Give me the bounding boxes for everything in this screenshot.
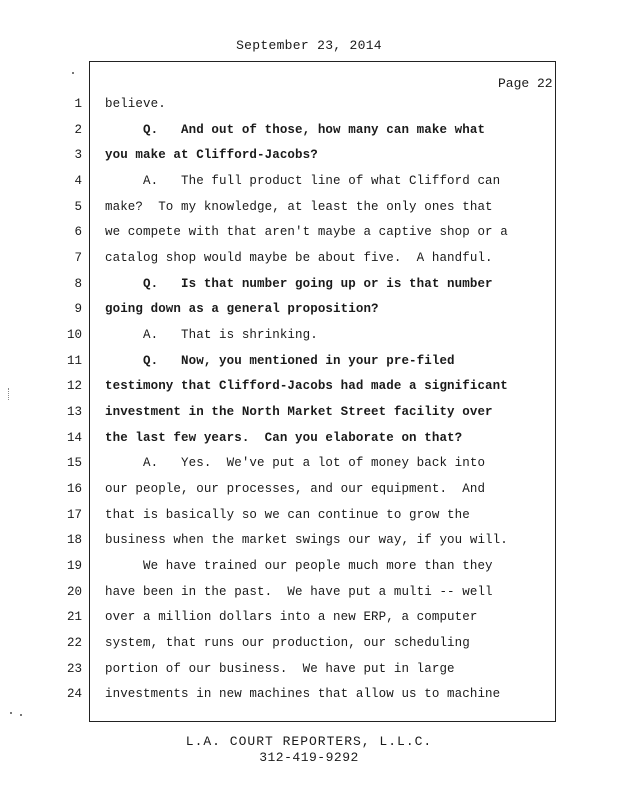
header-date: September 23, 2014	[236, 38, 382, 53]
transcript-line: portion of our business. We have put in large	[105, 662, 455, 676]
transcript-line: A. Yes. We've put a lot of money back into	[105, 456, 486, 470]
page-number: Page 22	[498, 76, 553, 91]
line-number: 6	[74, 225, 82, 239]
transcript-line: investments in new machines that allow us to machine	[105, 687, 501, 701]
transcript-line: testimony that Clifford-Jacobs had made a significant	[105, 379, 508, 393]
transcript-line: investment in the North Market Street facility over	[105, 405, 493, 419]
footer-reporter: L.A. COURT REPORTERS, L.L.C.	[185, 734, 433, 749]
line-number: 24	[66, 687, 82, 701]
transcript-line: have been in the past. We have put a multi -- well	[105, 585, 493, 599]
transcript-line: Q. Is that number going up or is that number	[105, 277, 493, 291]
margin-mark	[8, 388, 15, 400]
scan-speck	[20, 714, 22, 716]
transcript-line: make? To my knowledge, at least the only ones that	[105, 200, 493, 214]
transcript-line: Q. And out of those, how many can make what	[105, 123, 486, 137]
transcript-line: Q. Now, you mentioned in your pre-filed	[105, 354, 455, 368]
transcript-line: going down as a general proposition?	[105, 302, 379, 316]
line-number: 17	[66, 508, 82, 522]
line-number: 5	[74, 200, 82, 214]
line-number: 13	[66, 405, 82, 419]
line-number: 9	[74, 302, 82, 316]
line-number: 8	[74, 277, 82, 291]
line-number: 21	[66, 610, 82, 624]
line-number: 16	[66, 482, 82, 496]
transcript-line: we compete with that aren't maybe a captive shop or a	[105, 225, 508, 239]
transcript-line: system, that runs our production, our scheduling	[105, 636, 470, 650]
line-number: 1	[74, 97, 82, 111]
line-number: 2	[74, 123, 82, 137]
line-number: 20	[66, 585, 82, 599]
transcript-line: the last few years. Can you elaborate on that?	[105, 431, 463, 445]
transcript-line: A. The full product line of what Clifford can	[105, 174, 501, 188]
line-number: 12	[66, 379, 82, 393]
scan-speck	[72, 72, 74, 74]
transcript-line: that is basically so we can continue to grow the	[105, 508, 470, 522]
transcript-line: our people, our processes, and our equipment. And	[105, 482, 486, 496]
transcript-line: A. That is shrinking.	[105, 328, 318, 342]
line-number: 4	[74, 174, 82, 188]
line-number: 15	[66, 456, 82, 470]
transcript-line: We have trained our people much more than they	[105, 559, 493, 573]
transcript-line: business when the market swings our way, if you will.	[105, 533, 508, 547]
line-number: 3	[74, 148, 82, 162]
line-number: 11	[66, 354, 82, 368]
scan-speck	[10, 712, 12, 714]
line-number: 10	[66, 328, 82, 342]
footer-phone: 312-419-9292	[259, 750, 359, 765]
line-number: 22	[66, 636, 82, 650]
line-number: 19	[66, 559, 82, 573]
line-number: 7	[74, 251, 82, 265]
line-number: 23	[66, 662, 82, 676]
transcript-line: you make at Clifford-Jacobs?	[105, 148, 318, 162]
transcript-line: over a million dollars into a new ERP, a computer	[105, 610, 478, 624]
line-number: 14	[66, 431, 82, 445]
transcript-line: believe.	[105, 97, 166, 111]
transcript-line: catalog shop would maybe be about five. A handful.	[105, 251, 493, 265]
line-number: 18	[66, 533, 82, 547]
